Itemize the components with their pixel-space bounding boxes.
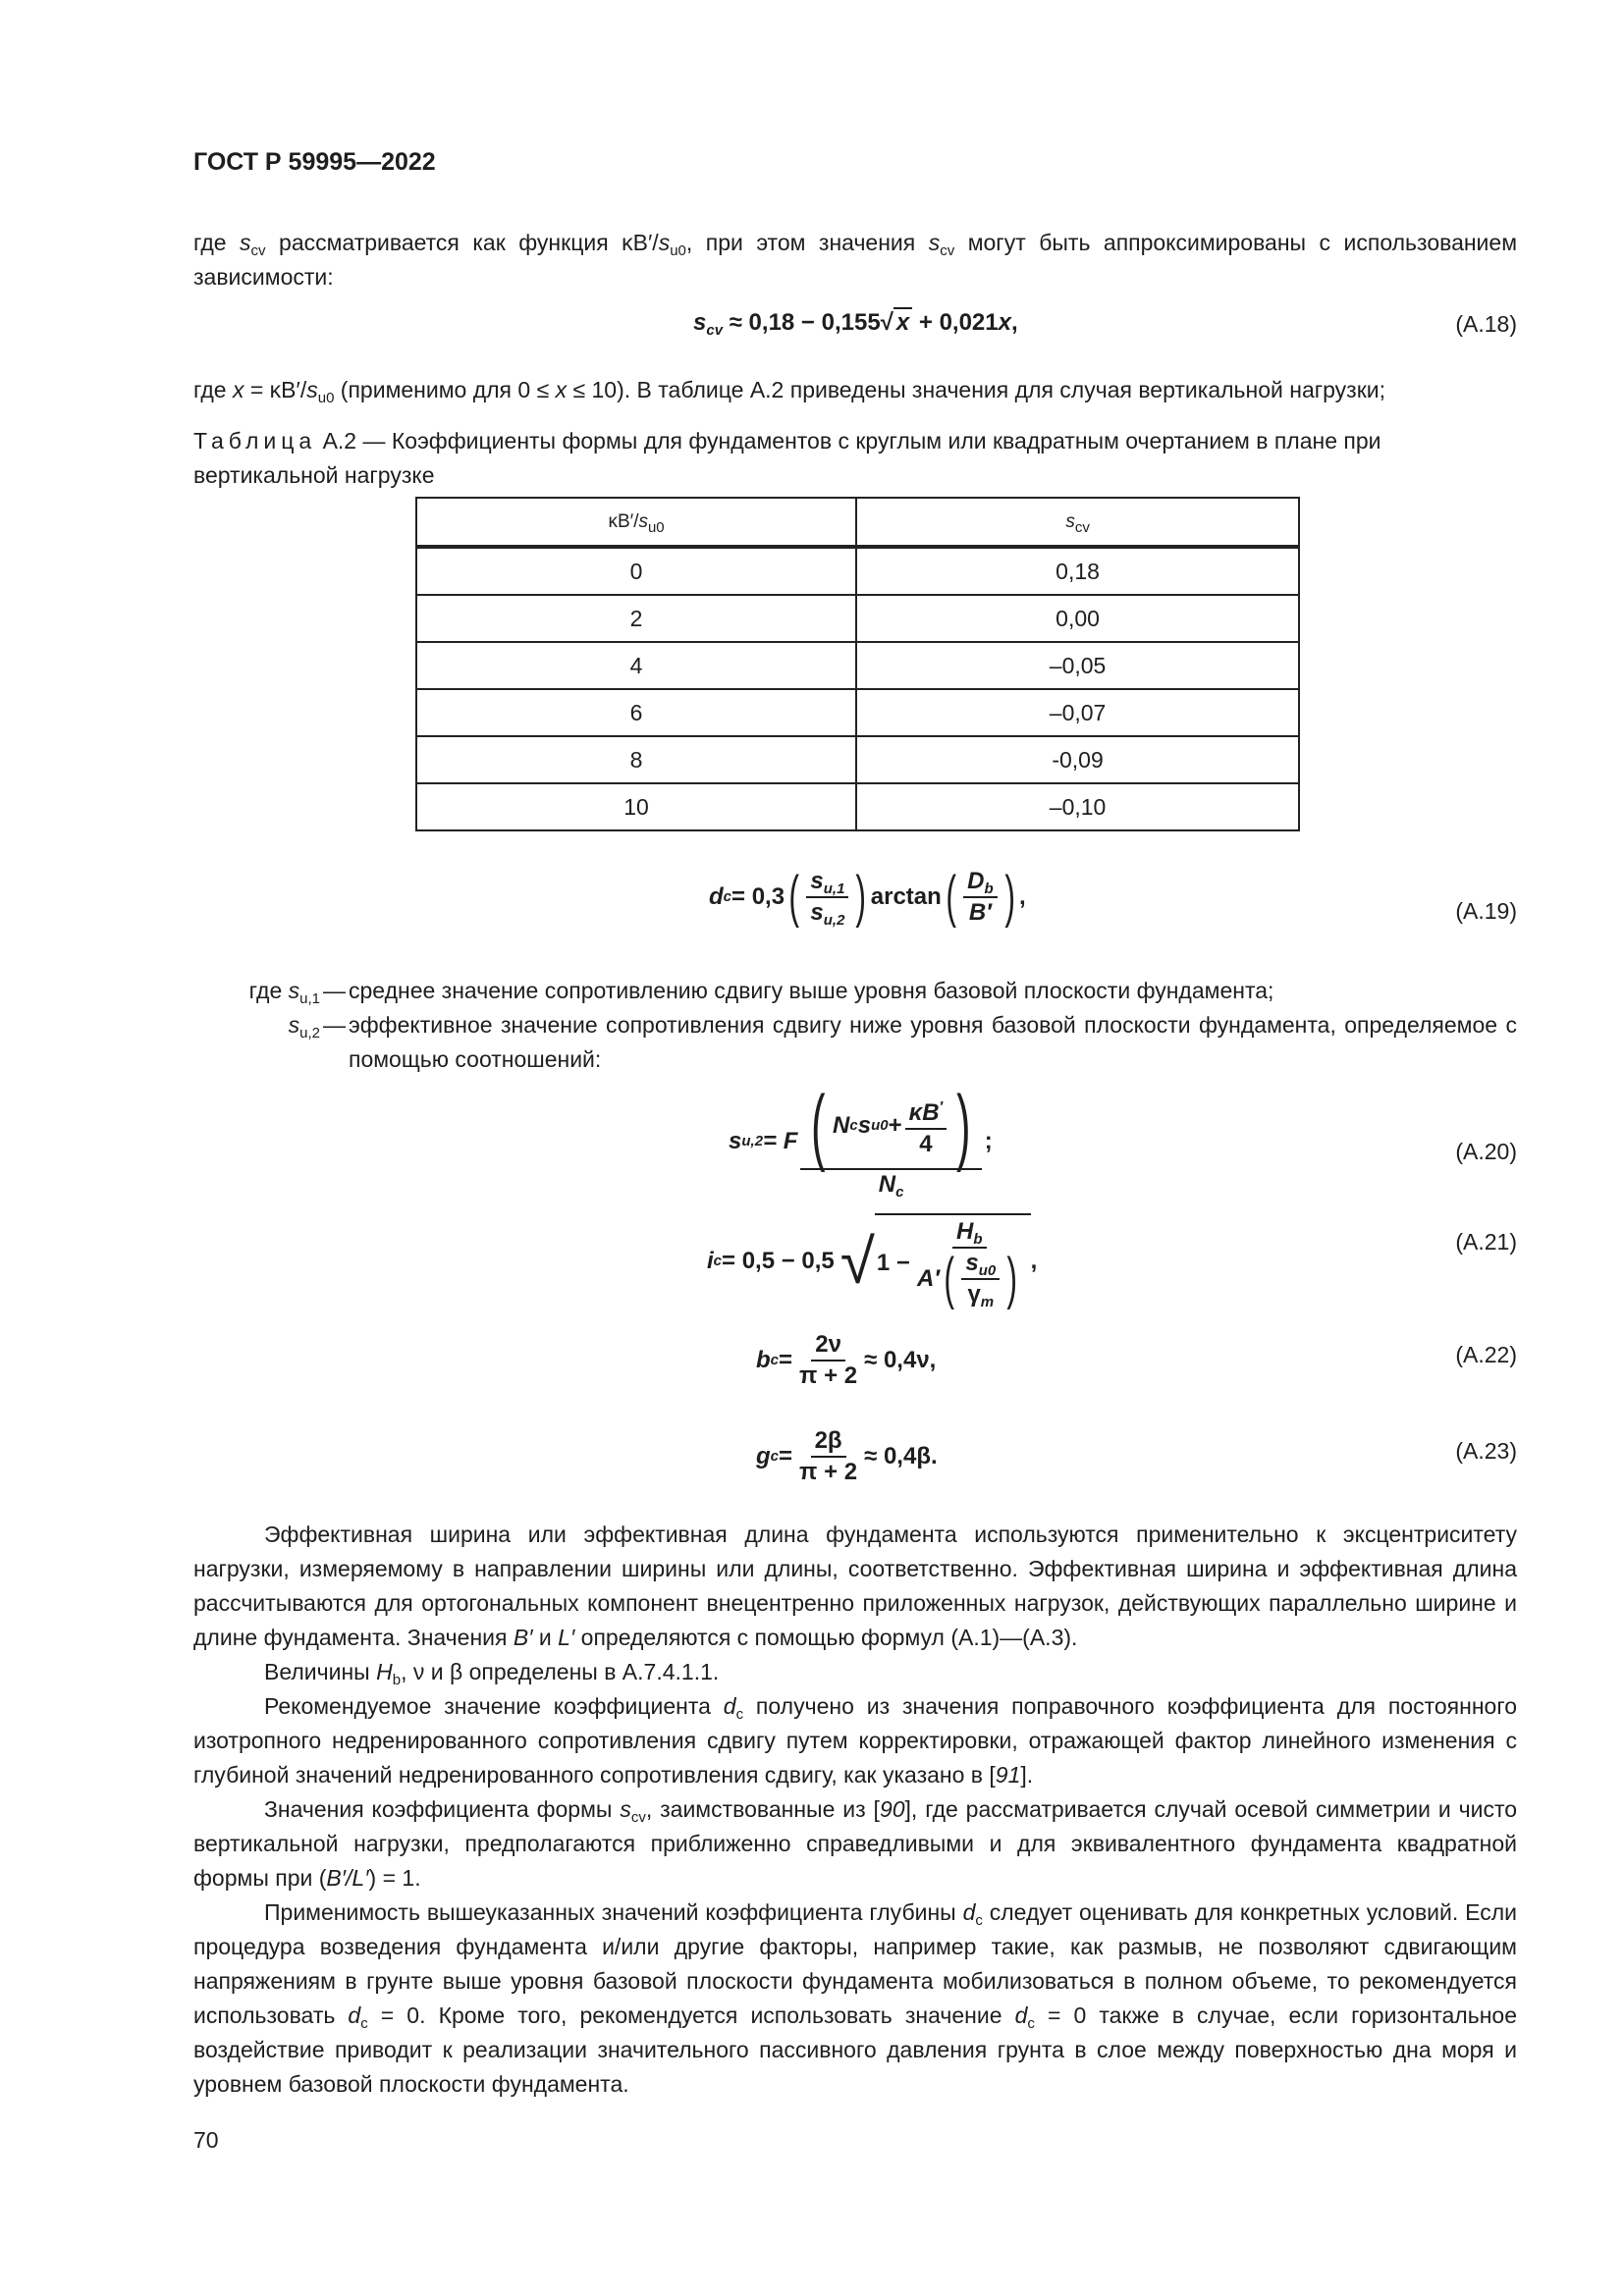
equation-number-a20: (А.20): [1455, 1139, 1517, 1164]
equation-number-a19: (А.19): [1455, 898, 1517, 924]
definition-row: где $s_{u,1}$ — среднее значение сопротивлению сдвигу выше уровня базовой плоскости фундамента;: [193, 974, 1517, 1008]
equation-number-a21: (А.21): [1455, 1229, 1517, 1255]
definition-text: среднее значение сопротивлению сдвигу выше уровня базовой плоскости фундамента;: [349, 978, 1274, 1003]
paragraph: Значения коэффициента формы $s_{cv}$, заимствованные из [90], где рассматривается случай осевой симметрии и чисто вертикальной нагрузки, предполагаются приближенно справедливыми и для эквивалентного фундамента квадратной формы при (B′/L′) = 1.: [193, 1796, 1518, 1891]
equation-number-a22: (А.22): [1455, 1342, 1517, 1367]
equation-a23: g c = $\frac{2\beta}{\pi + 2}$ ≈ 0,4β.: [756, 1427, 938, 1485]
table-caption: Таблица А.2 — Коэффициенты формы для фундаментов с круглым или квадратным очертанием в плане при вертикальной нагрузке: [193, 428, 1381, 488]
table-cell: 0,18: [856, 547, 1299, 595]
table-cell: 0: [416, 547, 856, 595]
equation-a20: s u,2 = F ( N c s u0 + $\frac{\kappa B'}{4}$ ) $N_c$ ;: [729, 1079, 993, 1201]
definition-text: эффективное значение сопротивления сдвигу ниже уровня базовой плоскости фундамента, определяемое с помощью соотношений:: [349, 1012, 1517, 1072]
table-cell: 0,00: [856, 595, 1299, 642]
table-header-kb: $\kappa B'/s_{u0}$: [416, 498, 856, 547]
document-header: ГОСТ Р 59995—2022: [193, 148, 436, 176]
paragraph: Применимость вышеуказанных значений коэффициента глубины $d_c$ следует оценивать для конкретных условий. Если процедура возведения фундамента и/или другие факторы, например такие, как размыв, не позволяют сдвигающим напряжениям в грунте выше уровня базовой плоскости фундамента мобилизоваться в полном объеме, то рекомендуется использовать $d_c = 0$. Кроме того, рекомендуется использовать значение $d_c = 0$ также в случае, если горизонтальное воздействие приводит к реализации значительного пассивного давления грунта в слое между поверхностью дна моря и уровнем базовой плоскости фундамента.: [193, 1899, 1517, 2097]
table-row: [416, 642, 1299, 689]
table-row: [416, 736, 1299, 783]
symbol-definitions: [193, 974, 1517, 1077]
table-cell: 8: [416, 736, 856, 783]
table-row: [416, 595, 1299, 642]
page-number: 70: [193, 2127, 219, 2153]
equation-a19: d c = 0,3 ( $\frac{s_{u,1}}{s_{u,2}}$ ) arctan ( $\frac{D_b}{B'}$ ) ,: [709, 865, 1026, 929]
table-cell: –0,05: [856, 642, 1299, 689]
paragraph: Величины $H_b$, ν и β определены в А.7.4.1.1.: [264, 1659, 720, 1688]
intro-paragraph: где $s_{cv}$ рассматривается как функция $\kappa B'/s_{u0}$, при этом значения $s_{cv}$ могут быть аппроксимированы с использованием зависимости:: [193, 230, 1518, 290]
where-x-line: где $x = \kappa B'/s_{u0}$ (применимо для 0 ≤ x ≤ 10). В таблице А.2 приведены значения для случая вертикальной нагрузки;: [193, 377, 1386, 406]
table-cell: –0,07: [856, 689, 1299, 736]
definition-row: $s_{u,2}$ — эффективное значение сопротивления сдвигу ниже уровня базовой плоскости фундамента, определяемое с помощью соотношений:: [193, 1008, 1517, 1077]
body-text: [193, 1518, 1517, 2102]
table-cell: 10: [416, 783, 856, 830]
paragraph: Эффективная ширина или эффективная длина фундамента используются применительно к эксцентриситету нагрузки, измеряемому в направлении ширины или длины, соответственно. Эффективная ширина и эффективная длина рассчитываются для ортогональных компонент внецентренно приложенных нагрузок, действующих параллельно ширине и длине фундамента. Значения B′ и L′ определяются с помощью формул (А.1)—(А.3).: [193, 1522, 1517, 1650]
table-cell: -0,09: [856, 736, 1299, 783]
definition-term: где $s_{u,1}$: [248, 978, 320, 1007]
paragraph: Рекомендуемое значение коэффициента $d_c$ получено из значения поправочного коэффициента для постоянного изотропного недренированного сопротивления сдвигу путем корректировки, отражающей фактор линейного изменения с глубиной значений недренированного сопротивления сдвигу, как указано в [91].: [193, 1693, 1517, 1788]
table-header-scv: $s_{cv}$: [856, 498, 1299, 547]
equation-number-a18: (А.18): [1455, 311, 1517, 337]
definition-term: $s_{u,2}$: [288, 1012, 320, 1041]
equation-a18: $s_{cv} \approx 0,18 - 0,155√$ x + 0,021x,: [693, 309, 1018, 339]
table-cell: 2: [416, 595, 856, 642]
table-header-row: [416, 498, 1299, 547]
table-row: [416, 547, 1299, 595]
table-row: [416, 689, 1299, 736]
table-cell: 6: [416, 689, 856, 736]
equation-number-a23: (А.23): [1455, 1438, 1517, 1464]
table-cell: 4: [416, 642, 856, 689]
equation-a22: b c = $\frac{2\nu}{\pi + 2}$ ≈ 0,4ν,: [756, 1331, 937, 1389]
table-cell: –0,10: [856, 783, 1299, 830]
table-row: [416, 783, 1299, 830]
coefficient-table: [415, 497, 1300, 831]
equation-a21: i c = 0,5 − 0,5 √ 1 − $H_b$ A′ ( $\frac{s_{u0}}{\gamma_m}$ ) ,: [707, 1213, 1037, 1309]
